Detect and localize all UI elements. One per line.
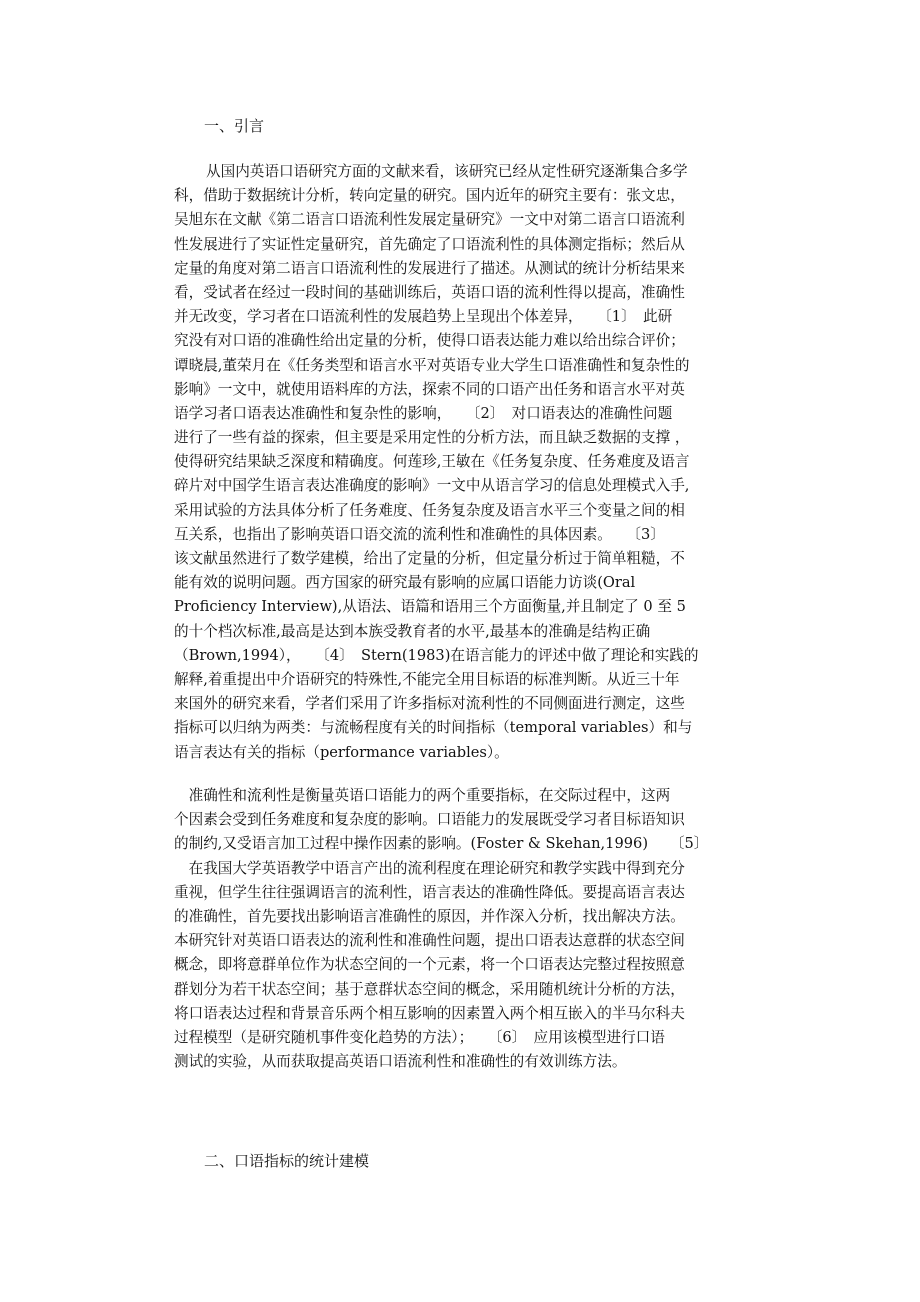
section-heading-statistical-modeling: 二、口语指标的统计建模 xyxy=(204,1152,370,1170)
text-line: 采用试验的方法具体分析了任务难度、任务复杂度及语言水平三个变量之间的相 xyxy=(174,501,685,519)
text-line: 解释,着重提出中介语研究的特殊性,不能完全用目标语的标准判断。从近三十年 xyxy=(174,670,680,688)
text-line: 性发展进行了实证性定量研究，首先确定了口语流利性的具体测定指标；然后从 xyxy=(174,235,685,253)
text-line: 吴旭东在文献《第二语言口语流利性发展定量研究》一文中对第二语言口语流利 xyxy=(174,211,685,229)
text-line: 准确性和流利性是衡量英语口语能力的两个重要指标，在交际过程中，这两 xyxy=(174,787,671,804)
text-line: 重视，但学生往往强调语言的流利性，语言表达的准确性降低。要提高语言表达 xyxy=(174,883,685,901)
text-line: 的十个档次标准,最高是达到本族受教育者的水平,最基本的准确是结构正确 xyxy=(174,622,651,640)
text-line: 的准确性，首先要找出影响语言准确性的原因，并作深入分析，找出解决方法。 xyxy=(174,907,685,925)
text-line: 从国内英语口语研究方面的文献来看，该研究已经从定性研究逐渐集合多学 xyxy=(206,163,688,180)
paragraph-research-motivation xyxy=(174,784,764,1074)
section-heading-introduction: 一、引言 xyxy=(204,117,265,135)
text-line: 指标可以归纳为两类：与流畅程度有关的时间指标（temporal variables）和与 xyxy=(174,719,693,737)
text-line: 个因素会受到任务难度和复杂度的影响。口语能力的发展既受学习者目标语知识 xyxy=(174,811,685,829)
text-line: 本研究针对英语口语表达的流利性和准确性问题，提出口语表达意群的状态空间 xyxy=(174,932,685,950)
text-line: 在我国大学英语教学中语言产出的流利程度在理论研究和教学实践中得到充分 xyxy=(174,859,685,877)
text-line: 使得研究结果缺乏深度和精确度。何莲珍,王敏在《任务复杂度、任务难度及语言 xyxy=(174,453,690,471)
text-line: 语言表达有关的指标（performance variables）。 xyxy=(174,743,509,761)
text-line: 谭晓晨,董荣月在《任务类型和语言水平对英语专业大学生口语准确性和复杂性的 xyxy=(174,356,690,374)
paragraph-literature-review xyxy=(174,160,764,765)
text-line: 群划分为若干状态空间；基于意群状态空间的概念，采用随机统计分析的方法， xyxy=(174,980,685,998)
text-line: 该文献虽然进行了数学建模，给出了定量的分析，但定量分析过于简单粗糙，不 xyxy=(174,550,685,567)
text-line: Proficiency Interview),从语法、语篇和语用三个方面衡量,并且制定了 0 至 5 xyxy=(174,598,686,616)
text-line: 概念，即将意群单位作为状态空间的一个元素，将一个口语表达完整过程按照意 xyxy=(174,956,685,974)
text-line: （Brown,1994）， 〔4〕 Stern(1983)在语言能力的评述中做了理论和实践的 xyxy=(174,646,699,664)
text-line: 科，借助于数据统计分析，转向定量的研究。国内近年的研究主要有：张文忠， xyxy=(174,187,685,205)
text-line: 测试的实验，从而获取提高英语口语流利性和准确性的有效训练方法。 xyxy=(174,1053,627,1071)
text-line: 定量的角度对第二语言口语流利性的发展进行了描述。从测试的统计分析结果来 xyxy=(174,259,685,277)
text-line: 能有效的说明问题。西方国家的研究最有影响的应属口语能力访谈(Oral xyxy=(174,574,636,592)
text-line: 究没有对口语的准确性给出定量的分析，使得口语表达能力难以给出综合评价； xyxy=(174,332,685,350)
text-line: 来国外的研究来看，学者们采用了许多指标对流利性的不同侧面进行测定，这些 xyxy=(174,695,685,713)
text-line: 将口语表达过程和背景音乐两个相互影响的因素置入两个相互嵌入的半马尔科夫 xyxy=(174,1004,685,1022)
text-line: 看，受试者在经过一段时间的基础训练后，英语口语的流利性得以提高，准确性 xyxy=(174,283,685,301)
text-line: 互关系，也指出了影响英语口语交流的流利性和准确性的具体因素。 〔3〕 xyxy=(174,525,665,543)
text-line: 的制约,又受语言加工过程中操作因素的影响。(Foster & Skehan,1996) 〔5〕 xyxy=(174,835,709,853)
text-line: 碎片对中国学生语言表达准确度的影响》一文中从语言学习的信息处理模式入手, xyxy=(174,477,690,495)
text-line: 过程模型（是研究随机事件变化趋势的方法）； 〔6〕 应用该模型进行口语 xyxy=(174,1028,665,1046)
text-line: 进行了一些有益的探索，但主要是采用定性的分析方法，而且缺乏数据的支撑 ， xyxy=(174,429,690,447)
text-line: 语学习者口语表达准确性和复杂性的影响， 〔2〕 对口语表达的准确性问题 xyxy=(174,404,673,422)
text-line: 并无改变，学习者在口语流利性的发展趋势上呈现出个体差异， 〔1〕 此研 xyxy=(174,308,673,326)
text-line: 影响》一文中，就使用语料库的方法，探索不同的口语产出任务和语言水平对英 xyxy=(174,380,685,398)
